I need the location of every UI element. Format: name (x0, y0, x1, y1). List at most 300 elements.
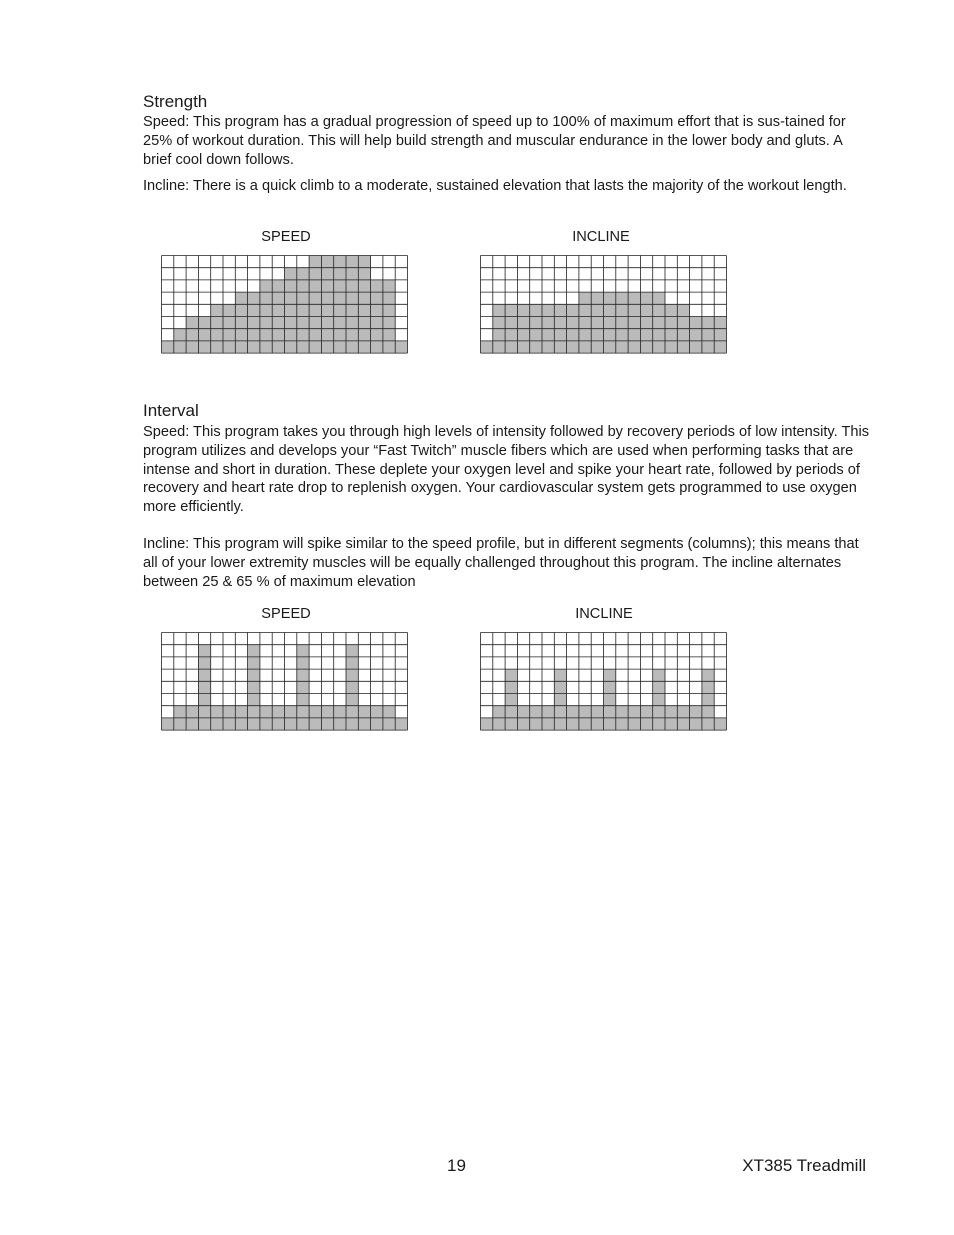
interval-speed-grid-cell-filled (358, 718, 370, 730)
page-number: 19 (447, 1156, 466, 1175)
strength-speed-grid-cell-filled (248, 304, 260, 316)
strength-speed-grid-cell-filled (186, 317, 198, 329)
interval-incline-grid-cell-filled (517, 706, 529, 718)
strength-speed-grid-cell-filled (211, 317, 223, 329)
interval-incline-grid-cell-filled (567, 706, 579, 718)
strength-incline-grid-cell-filled (591, 329, 603, 341)
interval-incline-grid-cell-filled (653, 681, 665, 693)
interval-incline-grid-cell-filled (653, 706, 665, 718)
strength-incline-grid-cell-filled (542, 341, 554, 353)
strength-speed-grid-cell-filled (248, 317, 260, 329)
interval-speed-grid-cell-filled (260, 706, 272, 718)
strength-incline-grid-cell-filled (579, 292, 591, 304)
strength-incline-grid-cell-filled (628, 292, 640, 304)
interval-speed-grid-cell-filled (371, 706, 383, 718)
strength-speed-grid-cell-filled (309, 329, 321, 341)
interval-speed-grid-cell-filled (211, 718, 223, 730)
strength-speed-grid-cell-filled (272, 280, 284, 292)
strength-speed-grid-cell-filled (346, 341, 358, 353)
interval-incline-grid-cell-filled (640, 718, 652, 730)
strength-speed-grid-cell-filled (371, 317, 383, 329)
strength-incline-grid-cell-filled (517, 304, 529, 316)
strength-speed-grid-cell-filled (211, 329, 223, 341)
interval-incline-grid-cell-filled (604, 694, 616, 706)
strength-incline-grid-cell-filled (579, 341, 591, 353)
strength-speed-grid-cell-filled (334, 341, 346, 353)
strength-speed-grid-cell-filled (297, 292, 309, 304)
interval-speed-grid-cell-filled (248, 681, 260, 693)
strength-speed-grid-cell-filled (321, 268, 333, 280)
strength-speed-grid-cell-filled (248, 329, 260, 341)
strength-incline-grid-cell-filled (653, 292, 665, 304)
interval-incline-grid-cell-filled (530, 718, 542, 730)
interval-speed-grid-cell-filled (272, 706, 284, 718)
strength-speed-grid-cell-filled (235, 341, 247, 353)
strength-speed-grid-cell-filled (334, 292, 346, 304)
strength-speed-grid-cell-filled (371, 304, 383, 316)
strength-speed-grid-cell-filled (371, 292, 383, 304)
interval-speed-grid-cell-filled (235, 706, 247, 718)
strength-speed-grid-cell-filled (297, 317, 309, 329)
interval-incline-grid-cell-filled (567, 718, 579, 730)
interval-speed-label: SPEED (261, 606, 311, 622)
interval-speed-grid-cell-filled (346, 657, 358, 669)
strength-speed-grid-cell-filled (383, 317, 395, 329)
interval-speed-grid-cell-filled (223, 718, 235, 730)
strength-incline-grid-cell-filled (554, 304, 566, 316)
interval-speed-grid-cell-filled (383, 718, 395, 730)
interval-incline-grid-cell-filled (640, 706, 652, 718)
strength-incline-grid (480, 255, 727, 354)
strength-speed-grid-cell-filled (272, 329, 284, 341)
strength-speed-grid-cell-filled (260, 341, 272, 353)
strength-incline-grid-cell-filled (640, 317, 652, 329)
strength-speed-grid-cell-filled (371, 329, 383, 341)
strength-incline-grid-cell-filled (579, 329, 591, 341)
interval-incline-grid-cell-filled (665, 706, 677, 718)
strength-speed-grid-cell-filled (235, 317, 247, 329)
interval-incline-grid-cell-filled (690, 706, 702, 718)
strength-incline-grid-cell-filled (554, 317, 566, 329)
interval-speed-grid-cell-filled (334, 706, 346, 718)
strength-incline-grid-cell-filled (579, 304, 591, 316)
interval-incline-grid-cell-filled (591, 706, 603, 718)
strength-incline-grid-cell-filled (567, 304, 579, 316)
strength-speed-grid-cell-filled (297, 341, 309, 353)
strength-incline-grid-cell-filled (677, 329, 689, 341)
strength-incline-grid-cell-filled (579, 317, 591, 329)
interval-incline-grid-cell-filled (653, 694, 665, 706)
strength-incline-grid-cell-filled (542, 329, 554, 341)
strength-incline-grid-cell-filled (567, 341, 579, 353)
strength-speed-grid-cell-filled (272, 292, 284, 304)
interval-incline-grid (480, 632, 727, 731)
strength-incline-grid-cell-filled (591, 292, 603, 304)
strength-speed-grid-cell-filled (334, 329, 346, 341)
strength-speed-grid-cell-filled (162, 341, 174, 353)
strength-speed-text: Speed: This program has a gradual progression of speed up to 100% of maximum effort that is sus-tained for 25% of workout duration. This will help build strength and muscular endurance in the lower body and gluts. A brief cool down follows. (143, 114, 846, 168)
strength-speed-grid-cell-filled (358, 268, 370, 280)
strength-speed-grid-cell-filled (334, 304, 346, 316)
interval-speed-grid-cell-filled (285, 718, 297, 730)
strength-speed-grid-cell-filled (395, 341, 407, 353)
strength-speed-grid-cell-filled (383, 292, 395, 304)
strength-speed-grid-cell-filled (248, 292, 260, 304)
interval-incline-grid-cell-filled (616, 706, 628, 718)
strength-speed-grid-cell-filled (383, 280, 395, 292)
strength-incline-grid-cell-filled (542, 317, 554, 329)
interval-incline-grid-cell-filled (554, 706, 566, 718)
interval-speed-grid-cell-filled (260, 718, 272, 730)
strength-speed-grid-cell-filled (285, 280, 297, 292)
strength-speed-grid-cell-filled (186, 329, 198, 341)
strength-speed-grid-cell-filled (260, 329, 272, 341)
interval-speed-grid-cell-filled (383, 706, 395, 718)
strength-incline-grid-cell-filled (554, 329, 566, 341)
strength-speed-grid-cell-filled (186, 341, 198, 353)
interval-speed-grid-cell-filled (346, 694, 358, 706)
strength-incline-grid-cell-filled (604, 292, 616, 304)
interval-incline-grid-cell-filled (628, 718, 640, 730)
interval-speed-grid-cell-filled (248, 669, 260, 681)
interval-speed-grid-cell-filled (334, 718, 346, 730)
interval-speed-grid-cell-filled (272, 718, 284, 730)
strength-speed-grid-cell-filled (223, 304, 235, 316)
strength-incline-grid-cell-filled (517, 317, 529, 329)
strength-incline-grid-cell-filled (530, 317, 542, 329)
interval-incline-grid-cell-filled (505, 706, 517, 718)
strength-incline-grid-cell-filled (591, 341, 603, 353)
strength-speed-grid-cell-filled (309, 341, 321, 353)
interval-speed-grid-cell-filled (346, 645, 358, 657)
strength-incline-grid-cell-filled (505, 329, 517, 341)
interval-incline-grid-cell-filled (604, 681, 616, 693)
interval-incline-grid-cell-filled (677, 718, 689, 730)
strength-speed-grid-cell-filled (297, 268, 309, 280)
strength-speed-grid-cell-filled (346, 304, 358, 316)
interval-speed-grid-cell-filled (198, 681, 210, 693)
strength-incline-label: INCLINE (572, 229, 630, 245)
strength-incline-grid-cell-filled (690, 341, 702, 353)
strength-speed-grid-cell-filled (346, 280, 358, 292)
strength-incline-grid-cell-filled (493, 317, 505, 329)
strength-speed-grid-cell-filled (346, 329, 358, 341)
strength-speed-grid-cell-filled (358, 317, 370, 329)
strength-incline-grid-cell-filled (604, 329, 616, 341)
strength-speed-grid-cell-filled (346, 256, 358, 268)
strength-speed-grid-cell-filled (334, 256, 346, 268)
interval-incline-grid-cell-filled (702, 669, 714, 681)
interval-incline-grid-cell-filled (604, 706, 616, 718)
strength-incline-grid-cell-filled (628, 304, 640, 316)
strength-incline-grid-cell-filled (616, 329, 628, 341)
strength-speed-grid-cell-filled (321, 304, 333, 316)
interval-incline-grid-cell-filled (579, 706, 591, 718)
interval-speed-grid-cell-filled (198, 694, 210, 706)
interval-incline-grid-cell-filled (714, 718, 726, 730)
strength-incline-grid-cell-filled (604, 317, 616, 329)
strength-speed-grid-cell-filled (334, 268, 346, 280)
strength-incline-grid-cell-filled (616, 292, 628, 304)
interval-incline-grid-cell-filled (505, 694, 517, 706)
interval-incline-grid-cell-filled (604, 718, 616, 730)
strength-incline-grid-cell-filled (665, 304, 677, 316)
strength-incline-grid-cell-filled (714, 317, 726, 329)
strength-incline-grid-cell-filled (653, 304, 665, 316)
interval-speed-grid-cell-filled (297, 706, 309, 718)
interval-speed-grid-cell-filled (198, 706, 210, 718)
strength-speed-grid-cell-filled (235, 329, 247, 341)
interval-speed-grid-cell-filled (248, 718, 260, 730)
strength-speed-grid-cell-filled (297, 304, 309, 316)
strength-incline-grid-cell-filled (530, 341, 542, 353)
interval-incline-grid-cell-filled (554, 669, 566, 681)
strength-speed-grid-cell-filled (297, 280, 309, 292)
interval-speed-grid-cell-filled (174, 718, 186, 730)
strength-speed-grid-cell-filled (358, 341, 370, 353)
strength-speed-grid-cell-filled (174, 329, 186, 341)
strength-incline-grid-cell-filled (616, 317, 628, 329)
strength-incline-grid-cell-filled (505, 317, 517, 329)
interval-speed-grid-cell-filled (248, 706, 260, 718)
strength-incline-grid-cell-filled (640, 341, 652, 353)
interval-speed-grid-cell-filled (174, 706, 186, 718)
interval-incline-grid-cell-filled (702, 718, 714, 730)
interval-incline-grid-cell-filled (702, 694, 714, 706)
interval-incline-text: Incline: This program will spike similar to the speed profile, but in different segments (columns); this means that all of your lower extremity muscles will be equally challenged throughout this program. The incline alternates between 25 & 65 % of maximum elevation (143, 536, 859, 590)
strength-incline-grid-cell-filled (628, 329, 640, 341)
interval-speed-grid-cell-filled (297, 694, 309, 706)
interval-incline-grid-cell-filled (653, 718, 665, 730)
strength-speed-grid-cell-filled (198, 329, 210, 341)
strength-speed-grid-cell-filled (235, 304, 247, 316)
strength-speed-grid-cell-filled (334, 280, 346, 292)
strength-speed-grid-cell-filled (371, 341, 383, 353)
strength-speed-grid-cell-filled (321, 292, 333, 304)
strength-speed-grid-cell-filled (309, 256, 321, 268)
strength-incline-grid-cell-filled (690, 317, 702, 329)
strength-speed-grid-cell-filled (334, 317, 346, 329)
strength-incline-text: Incline: There is a quick climb to a moderate, sustained elevation that lasts the majority of the workout length. (143, 178, 847, 194)
strength-incline-grid-cell-filled (653, 317, 665, 329)
strength-incline-grid-cell-filled (616, 341, 628, 353)
strength-incline-grid-cell-filled (604, 341, 616, 353)
strength-speed-grid-cell-filled (297, 329, 309, 341)
strength-speed-grid-cell-filled (309, 317, 321, 329)
strength-speed-grid (161, 255, 408, 354)
interval-incline-grid-cell-filled (493, 718, 505, 730)
interval-speed-grid-cell-filled (186, 718, 198, 730)
strength-speed-grid-cell-filled (321, 280, 333, 292)
strength-speed-grid-cell-filled (260, 292, 272, 304)
strength-speed-grid-cell-filled (285, 341, 297, 353)
interval-speed-grid-cell-filled (297, 669, 309, 681)
strength-speed-grid-cell-filled (198, 341, 210, 353)
interval-incline-grid-cell-filled (505, 681, 517, 693)
interval-incline-grid-cell-filled (702, 681, 714, 693)
interval-speed-grid-cell-filled (248, 694, 260, 706)
strength-speed-grid-cell-filled (235, 292, 247, 304)
interval-speed-grid-cell-filled (371, 718, 383, 730)
interval-incline-grid-cell-filled (616, 718, 628, 730)
strength-incline-grid-cell-filled (653, 329, 665, 341)
strength-speed-grid-cell-filled (358, 280, 370, 292)
strength-speed-grid-cell-filled (383, 304, 395, 316)
interval-incline-grid-cell-filled (554, 718, 566, 730)
strength-speed-grid-cell-filled (272, 317, 284, 329)
strength-speed-grid-cell-filled (248, 341, 260, 353)
strength-speed-grid-cell-filled (358, 292, 370, 304)
interval-speed-grid-cell-filled (346, 718, 358, 730)
interval-incline-label: INCLINE (575, 606, 633, 622)
interval-speed-grid-cell-filled (223, 706, 235, 718)
strength-incline-grid-cell-filled (616, 304, 628, 316)
strength-incline-grid-cell-filled (493, 304, 505, 316)
interval-speed-grid-cell-filled (346, 706, 358, 718)
interval-speed-grid-cell-filled (162, 718, 174, 730)
interval-speed-grid-cell-filled (248, 657, 260, 669)
strength-incline-grid-cell-filled (567, 317, 579, 329)
strength-speed-grid-cell-filled (223, 341, 235, 353)
strength-speed-grid-cell-filled (211, 341, 223, 353)
interval-incline-grid-cell-filled (579, 718, 591, 730)
interval-incline-grid-cell-filled (628, 706, 640, 718)
strength-incline-grid-cell-filled (628, 341, 640, 353)
interval-speed-grid-cell-filled (198, 718, 210, 730)
strength-incline-grid-cell-filled (702, 341, 714, 353)
interval-incline-grid-cell-filled (542, 718, 554, 730)
strength-incline-grid-cell-filled (665, 341, 677, 353)
interval-incline-grid-cell-filled (493, 706, 505, 718)
strength-speed-grid-cell-filled (260, 280, 272, 292)
strength-incline-grid-cell-filled (567, 329, 579, 341)
interval-incline-grid-cell-filled (653, 669, 665, 681)
interval-speed-grid-cell-filled (198, 645, 210, 657)
strength-incline-grid-cell-filled (517, 329, 529, 341)
interval-incline-grid-cell-filled (481, 718, 493, 730)
strength-speed-grid-cell-filled (321, 341, 333, 353)
strength-heading: Strength (143, 92, 208, 111)
strength-speed-grid-cell-filled (309, 304, 321, 316)
interval-incline-grid-cell-filled (554, 694, 566, 706)
strength-incline-grid-cell-filled (530, 329, 542, 341)
strength-incline-grid-cell-filled (714, 329, 726, 341)
strength-incline-grid-cell-filled (677, 317, 689, 329)
interval-speed-grid-cell-filled (297, 681, 309, 693)
strength-speed-grid-cell-filled (321, 329, 333, 341)
strength-speed-grid-cell-filled (346, 268, 358, 280)
interval-speed-grid-cell-filled (358, 706, 370, 718)
strength-incline-grid-cell-filled (665, 329, 677, 341)
interval-speed-grid-cell-filled (321, 706, 333, 718)
interval-speed-grid-cell-filled (346, 681, 358, 693)
strength-speed-grid-cell-filled (383, 341, 395, 353)
interval-incline-grid-cell-filled (702, 706, 714, 718)
interval-incline-grid-cell-filled (505, 718, 517, 730)
strength-incline-grid-cell-filled (714, 341, 726, 353)
strength-speed-grid-cell-filled (346, 292, 358, 304)
strength-incline-grid-cell-filled (690, 329, 702, 341)
interval-speed-grid-cell-filled (309, 718, 321, 730)
strength-speed-grid-cell-filled (358, 304, 370, 316)
strength-speed-grid-cell-filled (260, 304, 272, 316)
strength-incline-grid-cell-filled (677, 341, 689, 353)
strength-speed-grid-cell-filled (272, 341, 284, 353)
interval-speed-grid-cell-filled (198, 669, 210, 681)
strength-speed-grid-cell-filled (285, 317, 297, 329)
interval-speed-grid-cell-filled (309, 706, 321, 718)
strength-speed-grid-cell-filled (346, 317, 358, 329)
interval-incline-grid-cell-filled (677, 706, 689, 718)
strength-incline-grid-cell-filled (677, 304, 689, 316)
strength-incline-grid-cell-filled (702, 317, 714, 329)
strength-incline-grid-cell-filled (493, 341, 505, 353)
interval-incline-grid-cell-filled (542, 706, 554, 718)
interval-speed-grid-cell-filled (186, 706, 198, 718)
strength-speed-grid-cell-filled (358, 329, 370, 341)
strength-speed-grid-cell-filled (198, 317, 210, 329)
strength-incline-grid-cell-filled (517, 341, 529, 353)
strength-incline-grid-cell-filled (591, 304, 603, 316)
strength-speed-grid-cell-filled (285, 268, 297, 280)
interval-speed-grid-cell-filled (211, 706, 223, 718)
interval-speed-grid-cell-filled (321, 718, 333, 730)
interval-incline-grid-cell-filled (690, 718, 702, 730)
strength-incline-grid-cell-filled (604, 304, 616, 316)
strength-speed-grid-cell-filled (174, 341, 186, 353)
strength-incline-grid-cell-filled (505, 341, 517, 353)
strength-incline-grid-cell-filled (554, 341, 566, 353)
interval-speed-grid-cell-filled (235, 718, 247, 730)
interval-speed-grid-cell-filled (346, 669, 358, 681)
interval-speed-grid-cell-filled (198, 657, 210, 669)
strength-incline-grid-cell-filled (530, 304, 542, 316)
interval-incline-grid-cell-filled (505, 669, 517, 681)
interval-speed-grid-cell-filled (297, 718, 309, 730)
strength-speed-grid-cell-filled (309, 280, 321, 292)
interval-incline-grid-cell-filled (530, 706, 542, 718)
strength-incline-grid-cell-filled (702, 329, 714, 341)
strength-incline-grid-cell-filled (628, 317, 640, 329)
strength-speed-grid-cell-filled (223, 317, 235, 329)
strength-speed-grid-cell-filled (211, 304, 223, 316)
strength-speed-grid-cell-filled (272, 304, 284, 316)
strength-incline-grid-cell-filled (665, 317, 677, 329)
strength-speed-grid-cell-filled (371, 280, 383, 292)
interval-speed-grid-cell-filled (297, 657, 309, 669)
strength-speed-grid-cell-filled (321, 256, 333, 268)
strength-speed-label: SPEED (261, 229, 311, 245)
strength-speed-grid-cell-filled (383, 329, 395, 341)
strength-incline-grid-cell-filled (640, 304, 652, 316)
strength-incline-grid-cell-filled (493, 329, 505, 341)
strength-incline-grid-cell-filled (591, 317, 603, 329)
interval-speed-grid-cell-filled (248, 645, 260, 657)
strength-speed-grid-cell-filled (285, 292, 297, 304)
strength-speed-grid-cell-filled (309, 292, 321, 304)
strength-speed-grid-cell-filled (358, 256, 370, 268)
interval-speed-grid-cell-filled (395, 718, 407, 730)
interval-incline-grid-cell-filled (591, 718, 603, 730)
strength-speed-grid-cell-filled (223, 329, 235, 341)
interval-heading: Interval (143, 401, 199, 420)
strength-incline-grid-cell-filled (542, 304, 554, 316)
strength-incline-grid-cell-filled (653, 341, 665, 353)
strength-speed-grid-cell-filled (285, 304, 297, 316)
interval-incline-grid-cell-filled (665, 718, 677, 730)
strength-incline-grid-cell-filled (505, 304, 517, 316)
strength-incline-grid-cell-filled (640, 329, 652, 341)
